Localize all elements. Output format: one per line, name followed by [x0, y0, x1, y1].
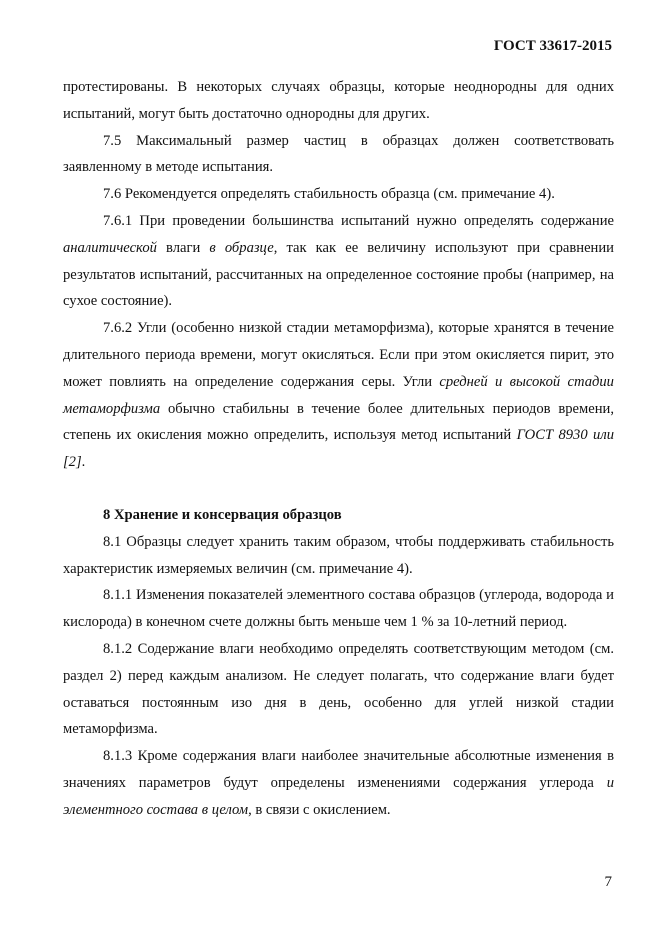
text-run: , так как ее величину используют при сравнении результатов испытаний, рассчитанных на определенное состояние пробы (например, на сухое состояние).	[63, 239, 614, 310]
paragraph-8-1-3	[63, 743, 614, 823]
paragraph-7-6: 7.6 Рекомендуется определять стабильность образца (см. примечание 4).	[103, 186, 555, 203]
paragraph-8-1-2: 8.1.2 Содержание влаги необходимо определять соответствующим методом (см. раздел 2) перед каждым анализом. Не следует полагать, что содержание влаги будет оставаться постоянным изо дня в день, особенно для углей низкой стадии метаморфизма.	[63, 640, 614, 738]
italic-term: в образце	[209, 239, 274, 256]
document-header: ГОСТ 33617-2015	[493, 38, 612, 54]
paragraph-continuation: протестированы. В некоторых случаях образцы, которые неоднородны для одних испытаний, могут быть достаточно однородны для других.	[63, 79, 614, 122]
paragraph-8-1: 8.1 Образцы следует хранить таким образом, чтобы поддерживать стабильность характеристик измеряемых величин (см. примечание 4).	[63, 533, 614, 577]
paragraph-7-5: 7.5 Максимальный размер частиц в образцах должен соответствовать заявленному в методе испытания.	[63, 132, 614, 176]
text-run: обычно стабильны в течение более длительных периодов времени, степень их окисления можно определить, используя метод испытаний	[63, 400, 614, 444]
text-run: 7.6.2 Угли (особенно низкой стадии метаморфизма), которые хранятся в течение длительного периода времени, могут окисляться. Если при этом окисляется пирит, это может повлиять на определение содержания серы. Угли	[63, 320, 614, 390]
paragraph-7-6-2	[63, 315, 614, 476]
paragraph-8-1-1: 8.1.1 Изменения показателей элементного состава образцов (углерода, водорода и кислорода) в конечном счете должны быть меньше чем 1 % за 10-летний период.	[63, 587, 614, 631]
document-body	[63, 74, 614, 824]
paragraph-7-6-1	[63, 208, 614, 315]
text-run: 8.1.3 Кроме содержания влаги наиболее значительные абсолютные изменения в значениях параметров будут определены изменениями содержания углерода	[63, 748, 614, 791]
page-number: 7	[604, 874, 612, 890]
text-run: 7.6.1 При проведении большинства испытаний нужно определять содержание	[103, 212, 614, 229]
italic-term: и элементного состава в целом	[63, 774, 614, 818]
text-run: влаги	[156, 239, 210, 256]
section-heading-8: 8 Хранение и консервация образцов	[103, 506, 342, 523]
italic-term: аналитической	[63, 239, 157, 256]
text-run: .	[81, 454, 86, 471]
italic-reference: ГОСТ 8930 или [2]	[63, 427, 614, 471]
italic-term: средней и высокой стадии метаморфизма	[63, 373, 614, 417]
text-run: , в связи с окислением.	[248, 801, 391, 818]
